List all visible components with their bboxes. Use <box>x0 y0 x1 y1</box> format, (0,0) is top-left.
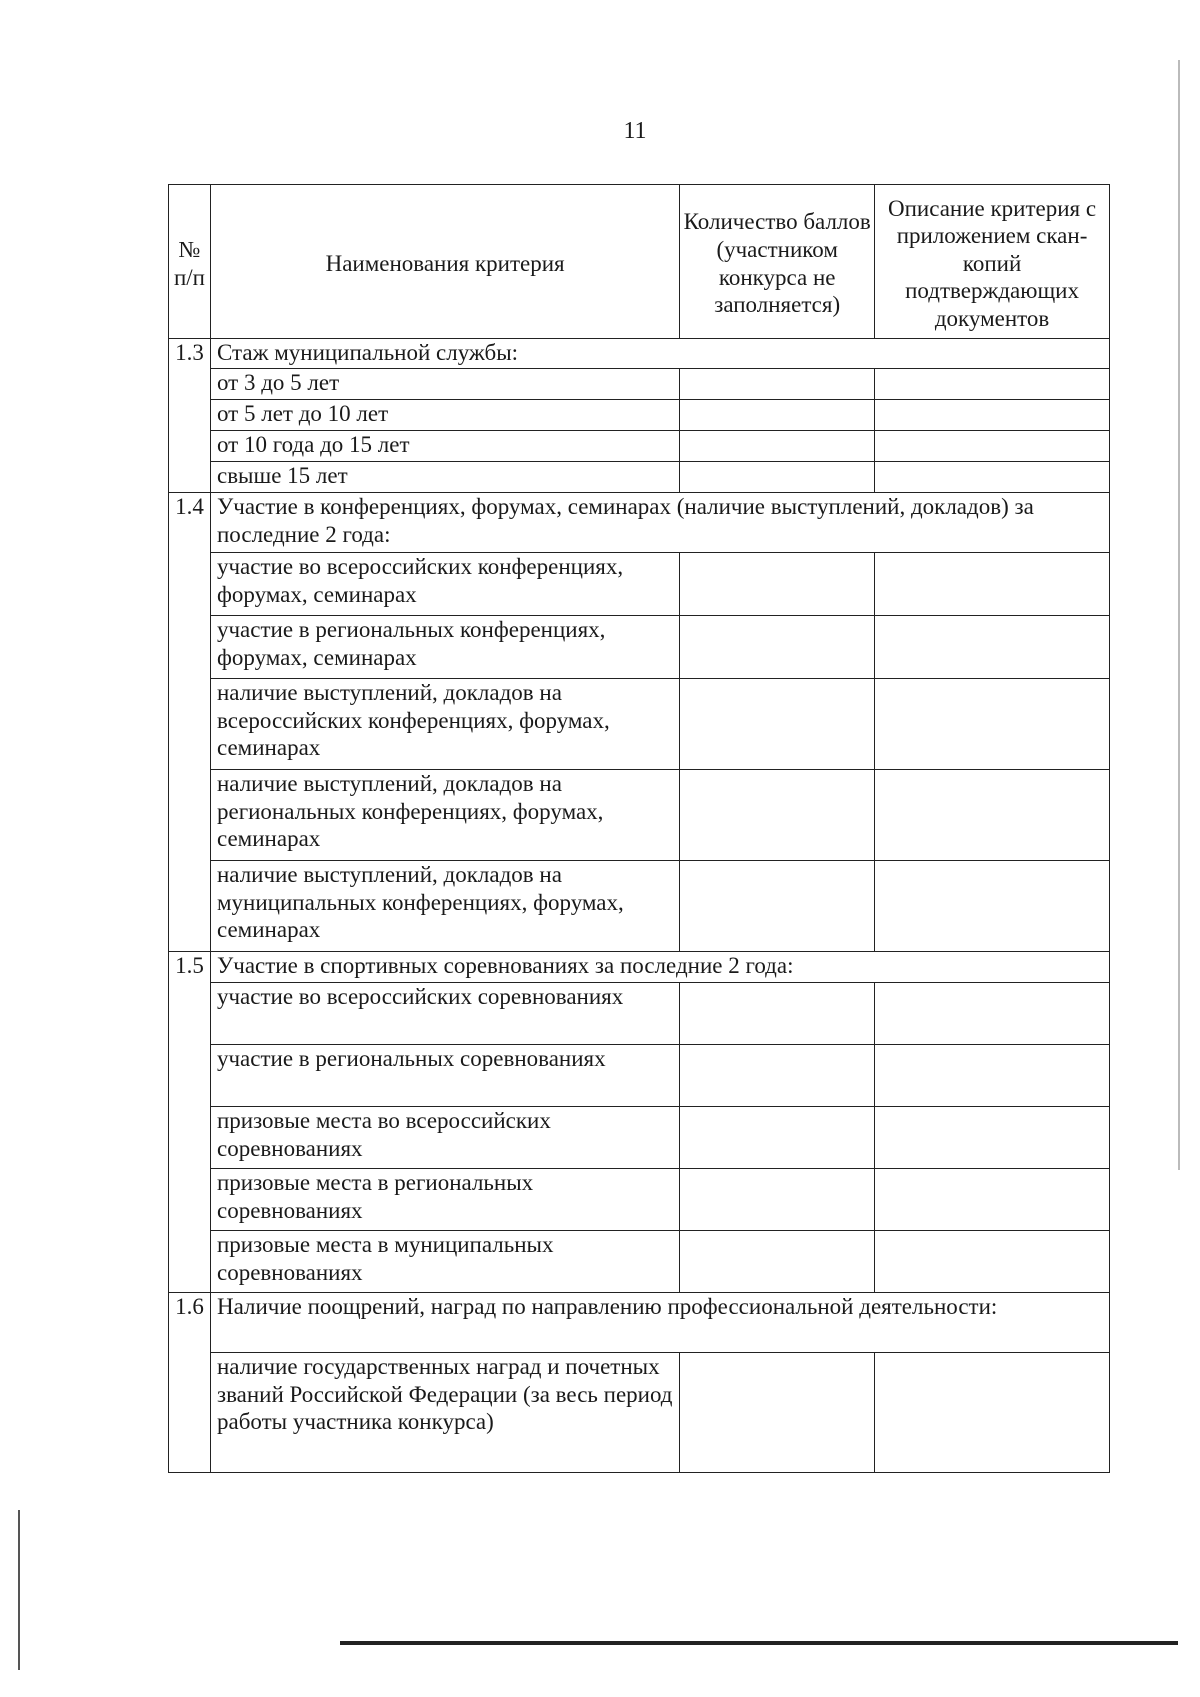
score-cell <box>680 861 875 952</box>
header-num: № п/п <box>169 185 211 339</box>
table-row <box>169 462 1110 493</box>
criterion-name: наличие выступлений, докладов на муниципальных конференциях, форумах, семинарах <box>210 861 679 952</box>
score-cell <box>680 770 875 861</box>
table-row <box>169 679 1110 770</box>
score-cell <box>680 983 875 1045</box>
description-cell <box>875 462 1110 493</box>
score-cell <box>680 553 875 616</box>
section-title: Наличие поощрений, наград по направлению профессиональной деятельности: <box>210 1293 1109 1353</box>
description-cell <box>875 616 1110 679</box>
table-row <box>169 553 1110 616</box>
table-row <box>169 1045 1110 1107</box>
header-name: Наименования критерия <box>210 185 679 339</box>
scan-edge-right <box>1178 60 1180 1170</box>
description-cell <box>875 1045 1110 1107</box>
scan-edge-left <box>18 1510 20 1670</box>
section-number: 1.4 <box>169 493 211 952</box>
criterion-name: наличие выступлений, докладов на региональных конференциях, форумах, семинарах <box>210 770 679 861</box>
score-cell <box>680 431 875 462</box>
score-cell <box>680 1353 875 1473</box>
table-row <box>169 1107 1110 1169</box>
section-title: Стаж муниципальной службы: <box>210 339 1109 369</box>
scan-bottom-line <box>340 1641 1178 1645</box>
criterion-name: участие в региональных соревнованиях <box>210 1045 679 1107</box>
criterion-name: от 5 лет до 10 лет <box>210 400 679 431</box>
score-cell <box>680 369 875 400</box>
table-row <box>169 616 1110 679</box>
criterion-name: участие в региональных конференциях, форумах, семинарах <box>210 616 679 679</box>
criterion-name: участие во всероссийских соревнованиях <box>210 983 679 1045</box>
section-title-row <box>169 493 1110 553</box>
description-cell <box>875 431 1110 462</box>
score-cell <box>680 1169 875 1231</box>
description-cell <box>875 400 1110 431</box>
criterion-name: призовые места во всероссийских соревнованиях <box>210 1107 679 1169</box>
score-cell <box>680 1045 875 1107</box>
table-row <box>169 1231 1110 1293</box>
table-row <box>169 861 1110 952</box>
criteria-table <box>168 184 1110 1473</box>
header-score: Количество баллов (участником конкурса не заполняется) <box>680 185 875 339</box>
criterion-name: от 10 года до 15 лет <box>210 431 679 462</box>
table-row <box>169 400 1110 431</box>
score-cell <box>680 462 875 493</box>
criterion-name: свыше 15 лет <box>210 462 679 493</box>
table-row <box>169 431 1110 462</box>
page-number: 11 <box>623 118 647 144</box>
criterion-name: призовые места в региональных соревнованиях <box>210 1169 679 1231</box>
description-cell <box>875 983 1110 1045</box>
header-description: Описание критерия с приложением скан-копий подтверждающих документов <box>875 185 1110 339</box>
score-cell <box>680 616 875 679</box>
description-cell <box>875 553 1110 616</box>
criterion-name: участие во всероссийских конференциях, форумах, семинарах <box>210 553 679 616</box>
table-row <box>169 983 1110 1045</box>
description-cell <box>875 1353 1110 1473</box>
score-cell <box>680 1107 875 1169</box>
score-cell <box>680 1231 875 1293</box>
section-title: Участие в конференциях, форумах, семинарах (наличие выступлений, докладов) за последние 2 года: <box>210 493 1109 553</box>
table-header-row <box>169 185 1110 339</box>
description-cell <box>875 1169 1110 1231</box>
section-number: 1.3 <box>169 339 211 493</box>
section-number: 1.5 <box>169 952 211 1293</box>
description-cell <box>875 861 1110 952</box>
section-number: 1.6 <box>169 1293 211 1473</box>
section-title-row <box>169 1293 1110 1353</box>
section-title-row <box>169 952 1110 983</box>
description-cell <box>875 770 1110 861</box>
criterion-name: наличие выступлений, докладов на всероссийских конференциях, форумах, семинарах <box>210 679 679 770</box>
description-cell <box>875 1231 1110 1293</box>
section-title-row <box>169 339 1110 369</box>
description-cell <box>875 1107 1110 1169</box>
score-cell <box>680 679 875 770</box>
criterion-name: наличие государственных наград и почетных званий Российской Федерации (за весь период работы участника конкурса) <box>210 1353 679 1473</box>
table-row <box>169 1353 1110 1473</box>
table-row <box>169 369 1110 400</box>
score-cell <box>680 400 875 431</box>
description-cell <box>875 679 1110 770</box>
table-row <box>169 1169 1110 1231</box>
section-title: Участие в спортивных соревнованиях за последние 2 года: <box>210 952 1109 983</box>
criterion-name: призовые места в муниципальных соревнованиях <box>210 1231 679 1293</box>
table-row <box>169 770 1110 861</box>
description-cell <box>875 369 1110 400</box>
criterion-name: от 3 до 5 лет <box>210 369 679 400</box>
